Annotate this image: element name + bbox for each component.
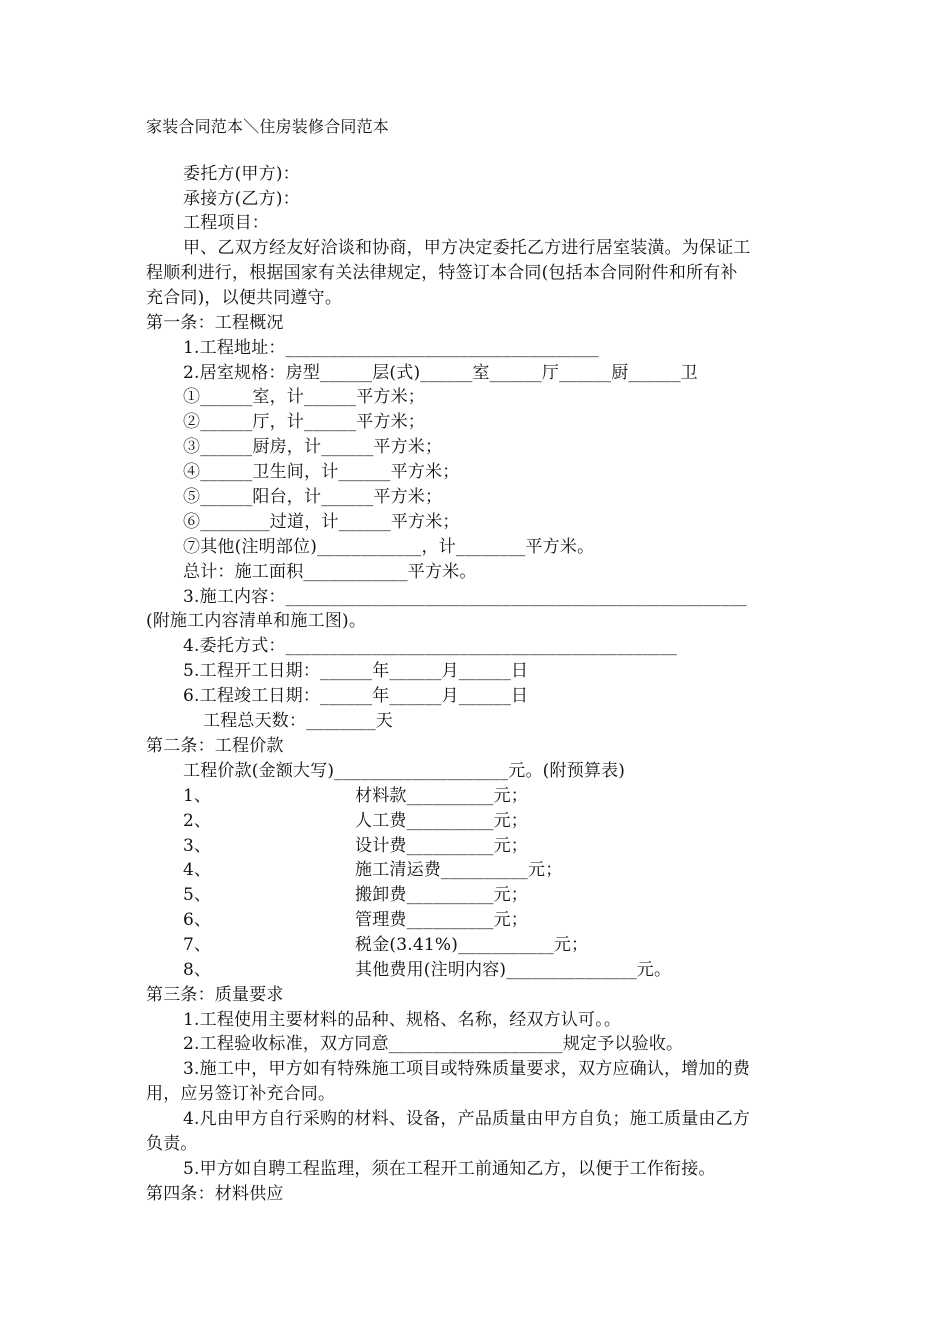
room-spec-line: 2.居室规格：房型______层(式)______室______厅______厨______卫 — [183, 363, 698, 383]
intro-paragraph-line-2: 程顺利进行，根据国家有关法律规定，特签订本合同(包括本合同附件和所有补 — [146, 263, 738, 283]
construction-content-line: 3.施工内容：_____________________________________________________ — [183, 587, 747, 607]
room-item-6: ⑥________过道，计______平方米； — [183, 512, 460, 532]
room-item-2: ②______厅，计______平方米； — [183, 412, 425, 432]
project-address-line: 1.工程地址：____________________________________ — [183, 338, 599, 358]
project-price-line: 工程价款(金额大写)____________________元。(附预算表) — [183, 761, 626, 781]
article-1-heading: 第一条：工程概况 — [146, 313, 284, 333]
room-item-7: ⑦其他(注明部位)____________，计________平方米。 — [183, 537, 595, 557]
quality-clause-3-line-1: 3.施工中，甲方如有特殊施工项目或特殊质量要求，双方应确认，增加的费 — [183, 1059, 751, 1079]
quality-clause-4-line-1: 4.凡由甲方自行采购的材料、设备，产品质量由甲方自负；施工质量由乙方 — [183, 1109, 751, 1129]
quality-clause-3-line-2: 用，应另签订补充合同。 — [146, 1084, 336, 1104]
article-2-heading: 第二条：工程价款 — [146, 736, 284, 756]
article-3-heading: 第三条：质量要求 — [146, 985, 284, 1005]
price-item-number: 4、 — [183, 860, 212, 880]
completion-date-line: 6.工程竣工日期：______年______月______日 — [183, 686, 529, 706]
commission-method-line: 4.委托方式：_____________________________________________ — [183, 636, 678, 656]
price-item-number: 2、 — [183, 811, 212, 831]
price-item-number: 3、 — [183, 836, 212, 856]
start-date-line: 5.工程开工日期：______年______月______日 — [183, 661, 529, 681]
contractor-party-line: 承接方(乙方)： — [183, 189, 300, 209]
room-item-3: ③______厨房，计______平方米； — [183, 437, 443, 457]
client-party-line: 委托方(甲方)： — [183, 164, 300, 184]
price-item-text: 施工清运费__________元； — [355, 860, 563, 880]
total-days-line: 工程总天数：________天 — [203, 711, 393, 731]
price-item-number: 7、 — [183, 935, 212, 955]
price-item-text: 管理费__________元； — [355, 910, 528, 930]
quality-clause-4-line-2: 负责。 — [146, 1134, 198, 1154]
price-item-number: 8、 — [183, 960, 212, 980]
price-item-number: 5、 — [183, 885, 212, 905]
price-item-text: 材料款__________元； — [355, 786, 528, 806]
intro-paragraph-line-1: 甲、乙双方经友好洽谈和协商，甲方决定委托乙方进行居室装潢。为保证工 — [183, 238, 751, 258]
quality-clause-5: 5.甲方如自聘工程监理，须在工程开工前通知乙方，以便于工作衔接。 — [183, 1159, 716, 1179]
price-item-number: 1、 — [183, 786, 212, 806]
price-item-text: 其他费用(注明内容)_______________元。 — [355, 960, 672, 980]
price-item-text: 人工费__________元； — [355, 811, 528, 831]
document-title: 家装合同范本＼住房装修合同范本 — [146, 117, 390, 136]
construction-attachment-note: (附施工内容清单和施工图)。 — [146, 611, 367, 631]
room-item-5: ⑤______阳台，计______平方米； — [183, 487, 443, 507]
quality-clause-2: 2.工程验收标准，双方同意____________________规定予以验收。 — [183, 1034, 684, 1054]
price-item-text: 搬卸费__________元； — [355, 885, 528, 905]
intro-paragraph-line-3: 充合同)，以便共同遵守。 — [146, 288, 343, 308]
project-line: 工程项目： — [183, 213, 269, 233]
quality-clause-1: 1.工程使用主要材料的品种、规格、名称，经双方认可。。 — [183, 1010, 622, 1030]
price-item-text: 设计费__________元； — [355, 836, 528, 856]
room-item-1: ①______室，计______平方米； — [183, 387, 425, 407]
total-area-line: 总计：施工面积____________平方米。 — [183, 562, 477, 582]
price-item-text: 税金(3.41%)___________元； — [355, 935, 589, 955]
price-item-number: 6、 — [183, 910, 212, 930]
room-item-4: ④______卫生间，计______平方米； — [183, 462, 460, 482]
article-4-heading: 第四条：材料供应 — [146, 1184, 284, 1204]
